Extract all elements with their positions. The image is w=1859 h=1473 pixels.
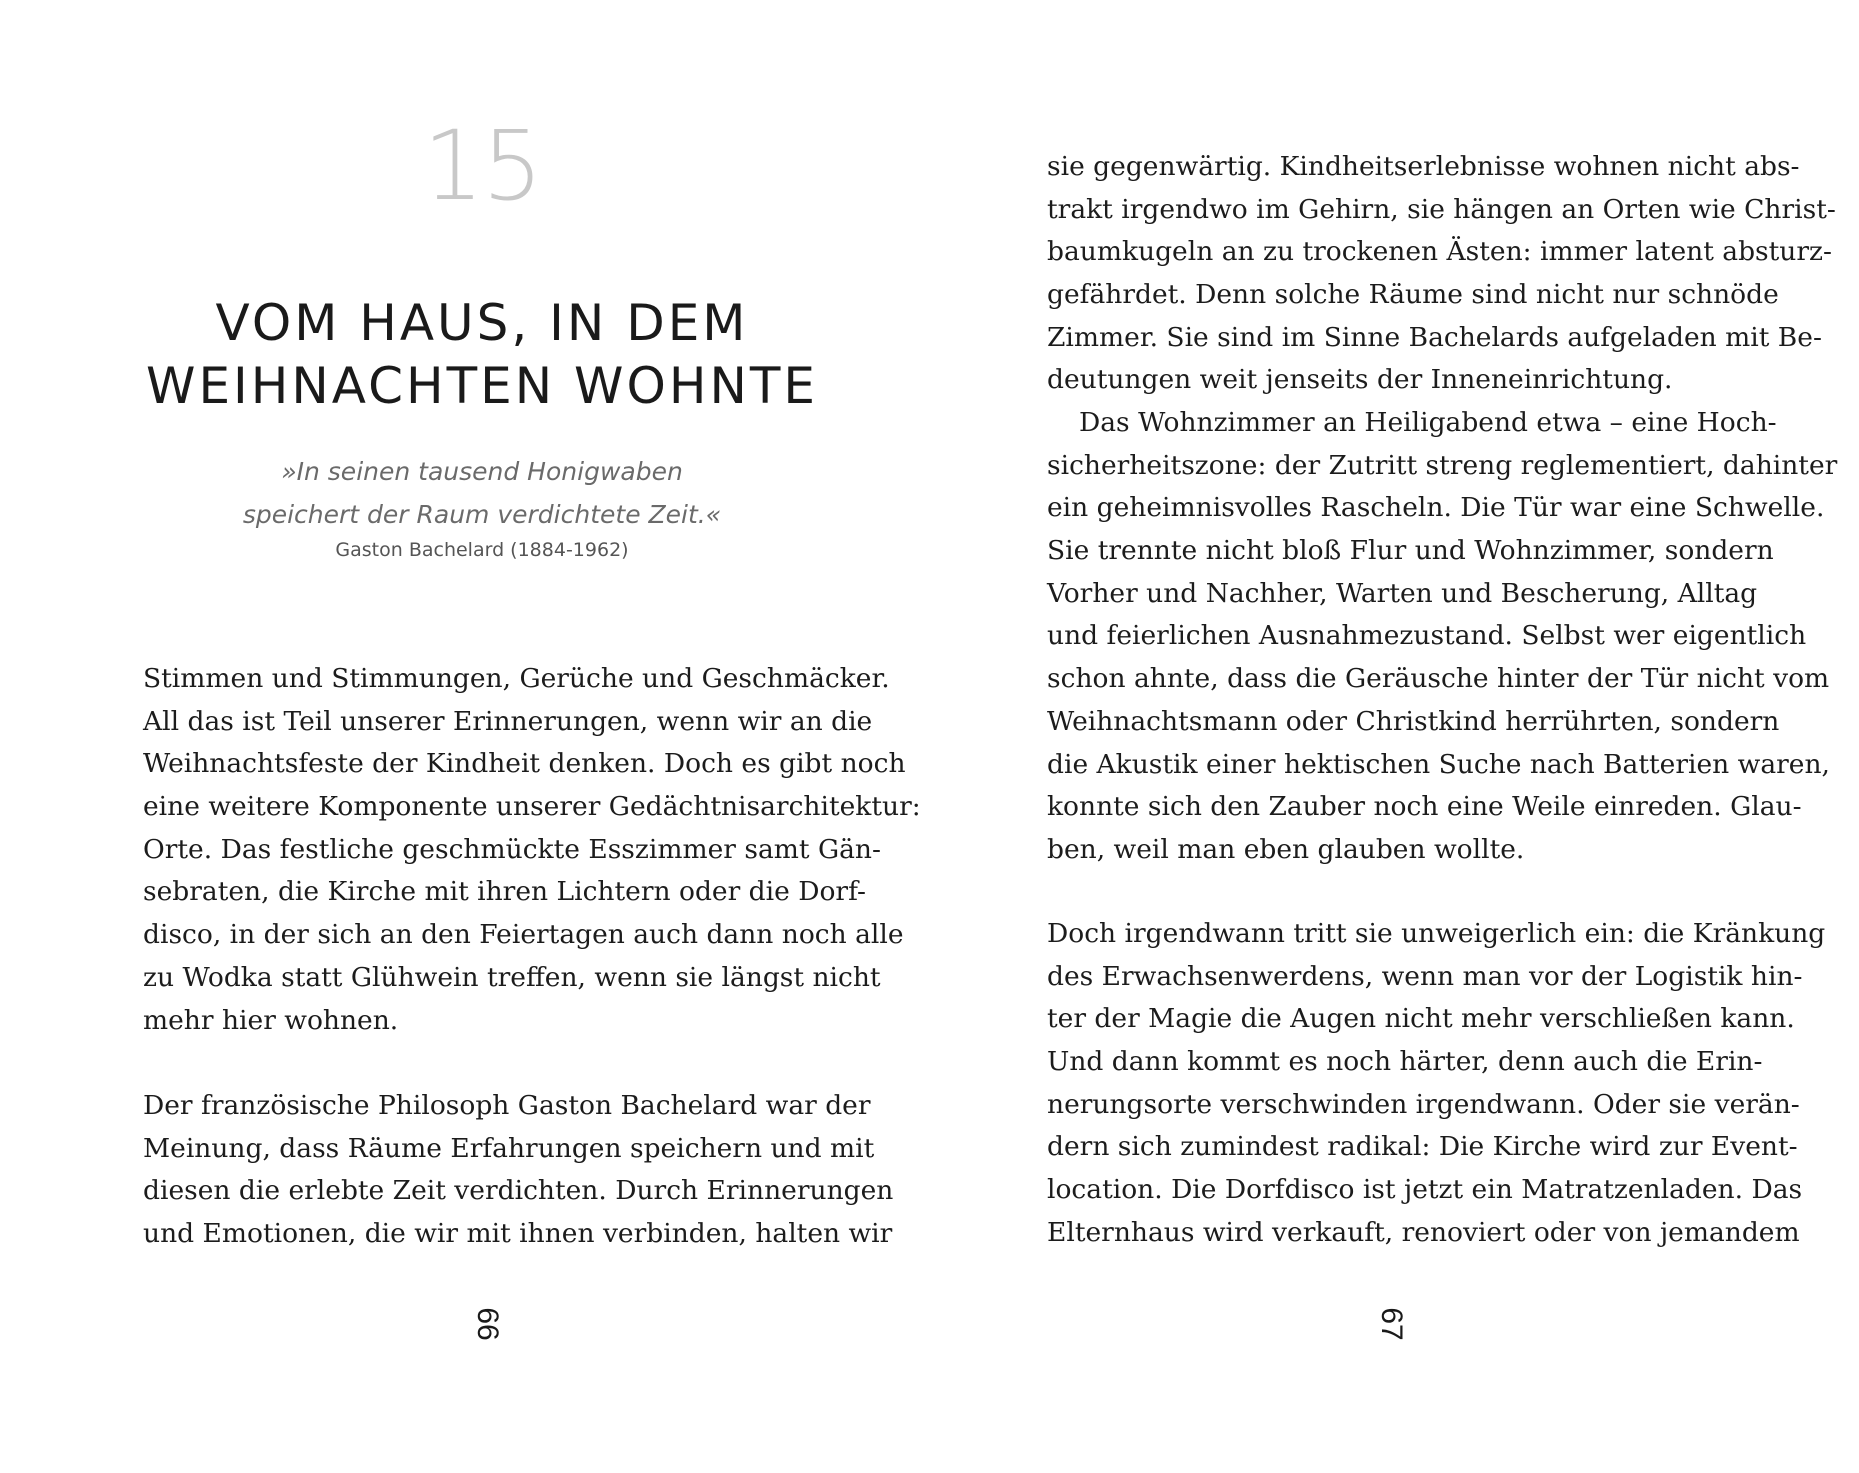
chapter-number: 15 xyxy=(422,110,542,222)
text-line: eine weitere Komponente unserer Gedächtnisarchitektur: xyxy=(143,791,921,823)
text-line: baumkugeln an zu trockenen Ästen: immer latent absturz- xyxy=(1047,236,1832,268)
body-paragraph xyxy=(1047,146,1836,402)
text-line: Das Wohnzimmer an Heiligabend etwa – eine Hoch- xyxy=(1079,407,1777,438)
epigraph-quote xyxy=(0,450,964,536)
text-line: ben, weil man eben glauben wollte. xyxy=(1047,833,1525,865)
chapter-title xyxy=(0,292,964,418)
text-line: nerungsorte verschwinden irgendwann. Oder sie verän- xyxy=(1047,1088,1800,1120)
body-paragraph xyxy=(143,1085,894,1256)
text-line: Weihnachtsmann oder Christkind herrührten, sondern xyxy=(1047,705,1780,737)
chapter-title-line: WEIHNACHTEN WOHNTE xyxy=(146,357,818,415)
text-line: mehr hier wohnen. xyxy=(143,1004,399,1036)
text-line: location. Die Dorfdisco ist jetzt ein Matratzenladen. Das xyxy=(1047,1174,1803,1206)
text-line: gefährdet. Denn solche Räume sind nicht nur schnöde xyxy=(1047,279,1779,311)
text-line: Und dann kommt es noch härter, denn auch die Erin- xyxy=(1047,1046,1763,1078)
page-number: 66 xyxy=(471,1307,504,1341)
text-line: Doch irgendwann tritt sie unweigerlich ein: die Kränkung xyxy=(1047,918,1826,949)
text-line: des Erwachsenwerdens, wenn man vor der Logistik hin- xyxy=(1047,960,1803,992)
text-line: deutungen weit jenseits der Inneneinrichtung. xyxy=(1047,364,1673,396)
text-line: Orte. Das festliche geschmückte Esszimmer samt Gän- xyxy=(143,833,881,865)
text-line: zu Wodka statt Glühwein treffen, wenn sie längst nicht xyxy=(143,961,881,993)
text-line: Meinung, dass Räume Erfahrungen speichern und mit xyxy=(143,1132,875,1164)
body-paragraph xyxy=(1047,913,1826,1255)
epigraph-line: speichert der Raum verdichtete Zeit.« xyxy=(242,500,722,529)
text-line: die Akustik einer hektischen Suche nach Batterien waren, xyxy=(1047,748,1830,780)
text-line: und feierlichen Ausnahmezustand. Selbst wer eigentlich xyxy=(1047,620,1807,652)
text-line: sie gegenwärtig. Kindheitserlebnisse wohnen nicht abs- xyxy=(1047,151,1800,182)
chapter-title-line: VOM HAUS, IN DEM xyxy=(215,294,749,352)
body-paragraph xyxy=(1047,402,1838,872)
text-line: All das ist Teil unserer Erinnerungen, wenn wir an die xyxy=(143,705,873,737)
left-page xyxy=(0,0,929,1473)
text-line: disco, in der sich an den Feiertagen auch dann noch alle xyxy=(143,919,904,951)
text-line: konnte sich den Zauber noch eine Weile einreden. Glau- xyxy=(1047,791,1802,823)
text-line: Der französische Philosoph Gaston Bachelard war der xyxy=(143,1090,871,1121)
body-paragraph xyxy=(143,658,921,1042)
text-line: Weihnachtsfeste der Kindheit denken. Doch es gibt noch xyxy=(143,748,906,780)
text-line: Elternhaus wird verkauft, renoviert oder von jemandem xyxy=(1047,1216,1800,1248)
epigraph-source: Gaston Bachelard (1884-1962) xyxy=(335,539,629,561)
text-line: Vorher und Nachher, Warten und Bescherung, Alltag xyxy=(1047,577,1758,609)
text-line: Stimmen und Stimmungen, Gerüche und Geschmäcker. xyxy=(143,663,890,694)
text-line: und Emotionen, die wir mit ihnen verbinden, halten wir xyxy=(143,1218,893,1250)
text-line: ter der Magie die Augen nicht mehr verschließen kann. xyxy=(1047,1003,1795,1035)
epigraph-line: »In seinen tausend Honigwaben xyxy=(281,457,683,486)
text-line: sicherheitszone: der Zutritt streng reglementiert, dahinter xyxy=(1047,449,1838,481)
text-line: diesen die erlebte Zeit verdichten. Durch Erinnerungen xyxy=(143,1175,894,1207)
text-line: ein geheimnisvolles Rascheln. Die Tür war eine Schwelle. xyxy=(1047,492,1825,524)
text-line: sebraten, die Kirche mit ihren Lichtern oder die Dorf- xyxy=(143,876,866,908)
page-number: 67 xyxy=(1375,1307,1408,1341)
text-line: trakt irgendwo im Gehirn, sie hängen an Orten wie Christ- xyxy=(1047,193,1836,225)
text-line: Zimmer. Sie sind im Sinne Bachelards aufgeladen mit Be- xyxy=(1047,321,1822,353)
text-line: Sie trennte nicht bloß Flur und Wohnzimmer, sondern xyxy=(1047,535,1774,567)
text-line: schon ahnte, dass die Geräusche hinter der Tür nicht vom xyxy=(1047,663,1830,695)
text-line: dern sich zumindest radikal: Die Kirche wird zur Event- xyxy=(1047,1131,1798,1163)
